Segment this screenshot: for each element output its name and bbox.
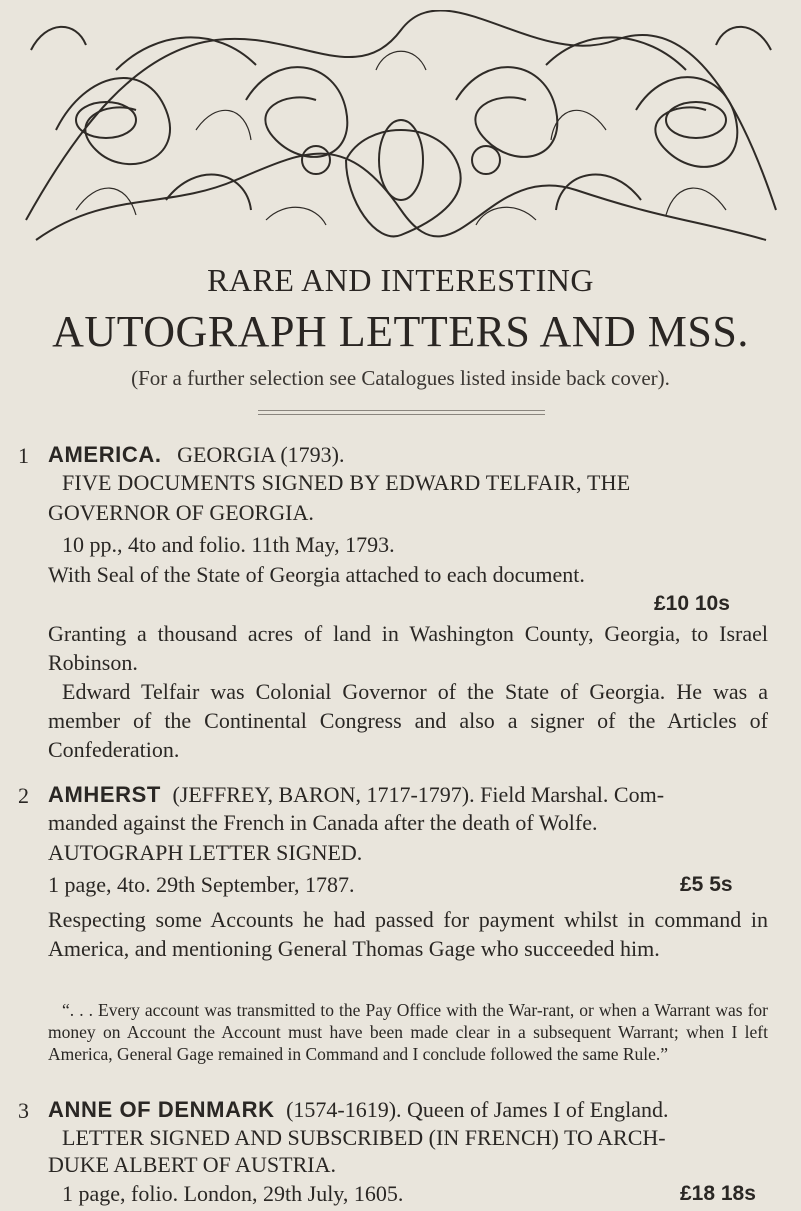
item-line: LETTER SIGNED AND SUBSCRIBED (IN FRENCH) TO ARCH- — [62, 1125, 666, 1150]
item-title: GEORGIA (1793). — [177, 442, 345, 467]
item-description: Granting a thousand acres of land in Washington County, Georgia, to Israel Robinson. — [48, 621, 768, 675]
item-line: FIVE DOCUMENTS SIGNED BY EDWARD TELFAIR, THE — [62, 470, 631, 495]
divider-rule — [258, 410, 545, 415]
decorative-ornament-band — [16, 10, 786, 250]
catalogue-subtitle: (For a further selection see Catalogues listed inside back cover). — [131, 366, 670, 390]
item-line: DUKE ALBERT OF AUSTRIA. — [48, 1152, 336, 1177]
item-title: (1574-1619). Queen of James I of England. — [286, 1097, 669, 1122]
item-number: 2 — [18, 783, 29, 808]
item-price: £5 5s — [680, 873, 733, 896]
item-title: (JEFFREY, BARON, 1717-1797). Field Marshal. Com- — [172, 782, 665, 807]
catalogue-title: AUTOGRAPH LETTERS AND MSS. — [52, 307, 749, 356]
catalogue-heading: RARE AND INTERESTING — [207, 262, 594, 298]
item-details: 1 page, folio. London, 29th July, 1605. — [62, 1181, 404, 1206]
item-line: AUTOGRAPH LETTER SIGNED. — [48, 840, 363, 865]
item-line: manded against the French in Canada after the death of Wolfe. — [48, 810, 598, 835]
item-price: £18 18s — [680, 1182, 756, 1205]
item-quote: “. . . Every account was transmitted to the Pay Office with the War-rant, or when a Warrant was for money on Account the Account must have been made clear in a subsequent Warrant; when I left America, General Gage remained in Command and I conclude followed the same Rule.” — [48, 1000, 768, 1064]
item-number: 3 — [18, 1098, 29, 1123]
item-number: 1 — [18, 443, 29, 468]
item-name: AMERICA. — [48, 442, 162, 467]
item-details: 1 page, 4to. 29th September, 1787. — [48, 872, 355, 897]
item-name: AMHERST — [48, 782, 161, 807]
item-details: 10 pp., 4to and folio. 11th May, 1793. — [62, 532, 395, 557]
item-description: Respecting some Accounts he had passed for payment whilst in command in America, and mentioning General Thomas Gage who succeeded him. — [48, 907, 768, 961]
item-price: £10 10s — [654, 592, 730, 615]
item-name: ANNE OF DENMARK — [48, 1097, 275, 1122]
item-details: With Seal of the State of Georgia attached to each document. — [48, 562, 585, 587]
item-description: Edward Telfair was Colonial Governor of the State of Georgia. He was a member of the Continental Congress and also a signer of the Articles of Confederation. — [48, 679, 768, 762]
item-line: GOVERNOR OF GEORGIA. — [48, 500, 314, 525]
